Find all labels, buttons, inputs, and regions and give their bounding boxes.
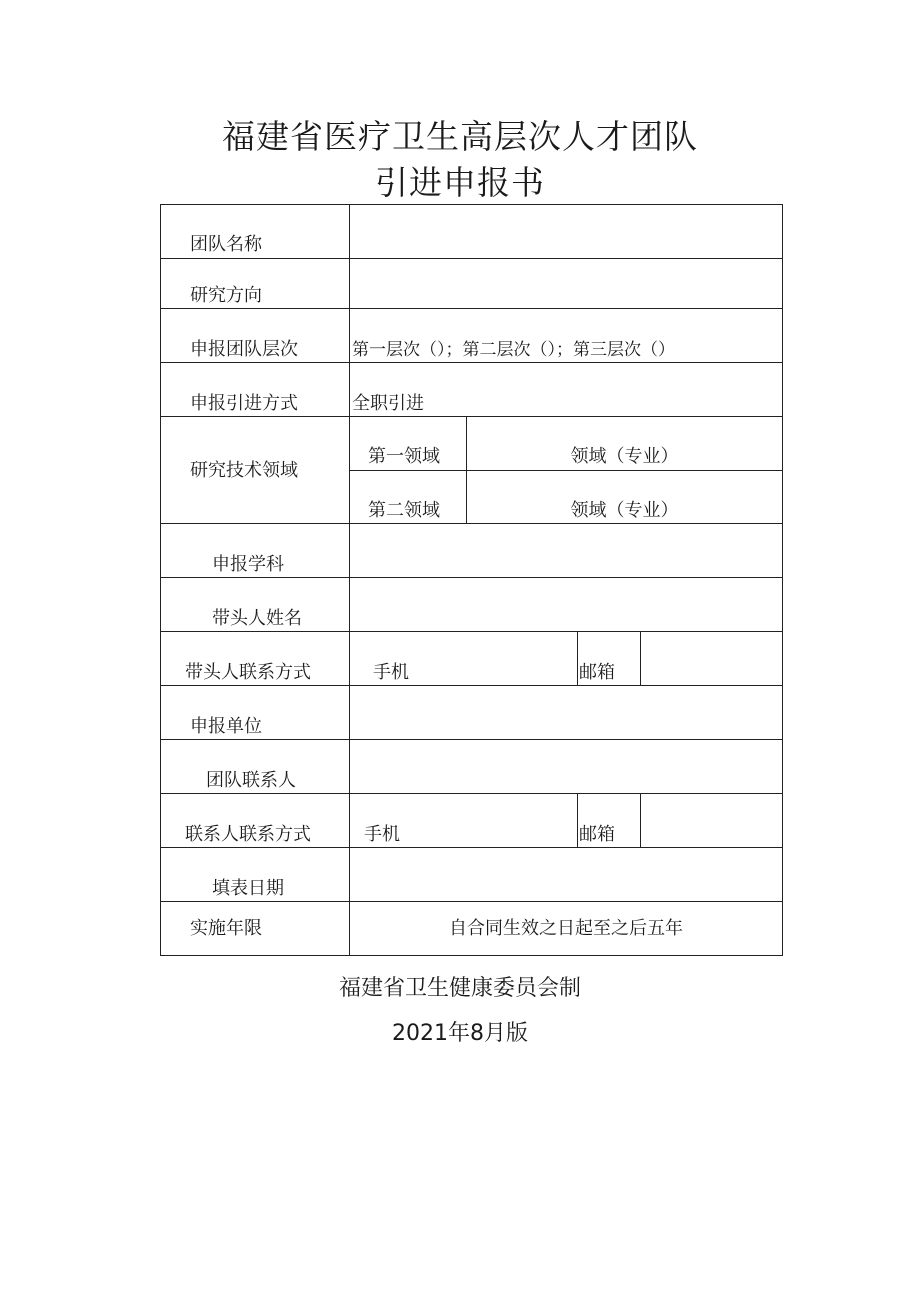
leader-contact-label: 带头人联系方式 — [185, 662, 311, 683]
team-level-options[interactable]: 第一层次（）；第二层次（）；第三层次（） — [352, 340, 675, 360]
row-divider — [160, 308, 783, 309]
row-divider — [160, 793, 783, 794]
field2-label: 第二领域 — [368, 500, 440, 521]
label-column-divider — [349, 204, 350, 956]
contact-phone-label: 手机 — [364, 824, 400, 845]
row-divider — [160, 631, 783, 632]
team-name-label: 团队名称 — [190, 234, 262, 255]
tech-field-label: 研究技术领域 — [190, 460, 298, 481]
period-value: 自合同生效之日起至之后五年 — [449, 918, 683, 939]
leader-email-label: 邮箱 — [579, 662, 615, 683]
table-border-left — [160, 204, 161, 956]
row-divider — [160, 577, 783, 578]
email-value-divider — [640, 631, 641, 686]
row-divider — [160, 523, 783, 524]
table-border-top — [160, 204, 783, 205]
row-divider — [160, 362, 783, 363]
row-divider — [160, 685, 783, 686]
intro-method-value[interactable]: 全职引进 — [352, 393, 424, 414]
table-border-right — [782, 204, 783, 956]
document-title-line2: 引进申报书 — [375, 163, 545, 202]
research-direction-label: 研究方向 — [190, 285, 262, 306]
contact-email-label: 邮箱 — [579, 824, 615, 845]
fill-date-label: 填表日期 — [212, 878, 284, 899]
table-border-bottom — [160, 955, 783, 956]
row-divider — [349, 470, 783, 471]
period-label: 实施年限 — [190, 918, 262, 939]
intro-method-label: 申报引进方式 — [190, 393, 298, 414]
edition-line: 2021年8月版 — [392, 1021, 528, 1046]
field1-label: 第一领域 — [368, 446, 440, 467]
row-divider — [160, 258, 783, 259]
field2-value[interactable]: 领域（专业） — [570, 500, 679, 521]
issuer-line: 福建省卫生健康委员会制 — [338, 976, 581, 1001]
phone-email-divider — [577, 631, 578, 686]
document-title-line1: 福建省医疗卫生高层次人才团队 — [222, 117, 698, 156]
contact-method-label: 联系人联系方式 — [185, 824, 311, 845]
row-divider — [160, 847, 783, 848]
leader-name-label: 带头人姓名 — [212, 608, 302, 629]
field1-value[interactable]: 领域（专业） — [570, 446, 679, 467]
row-divider — [160, 739, 783, 740]
team-level-label: 申报团队层次 — [190, 339, 298, 360]
row-divider — [160, 416, 783, 417]
phone-email-divider — [577, 793, 578, 848]
leader-phone-label: 手机 — [373, 662, 409, 683]
subject-label: 申报学科 — [212, 554, 284, 575]
team-contact-label: 团队联系人 — [206, 770, 296, 791]
email-value-divider — [640, 793, 641, 848]
unit-label: 申报单位 — [190, 716, 262, 737]
row-divider — [160, 901, 783, 902]
